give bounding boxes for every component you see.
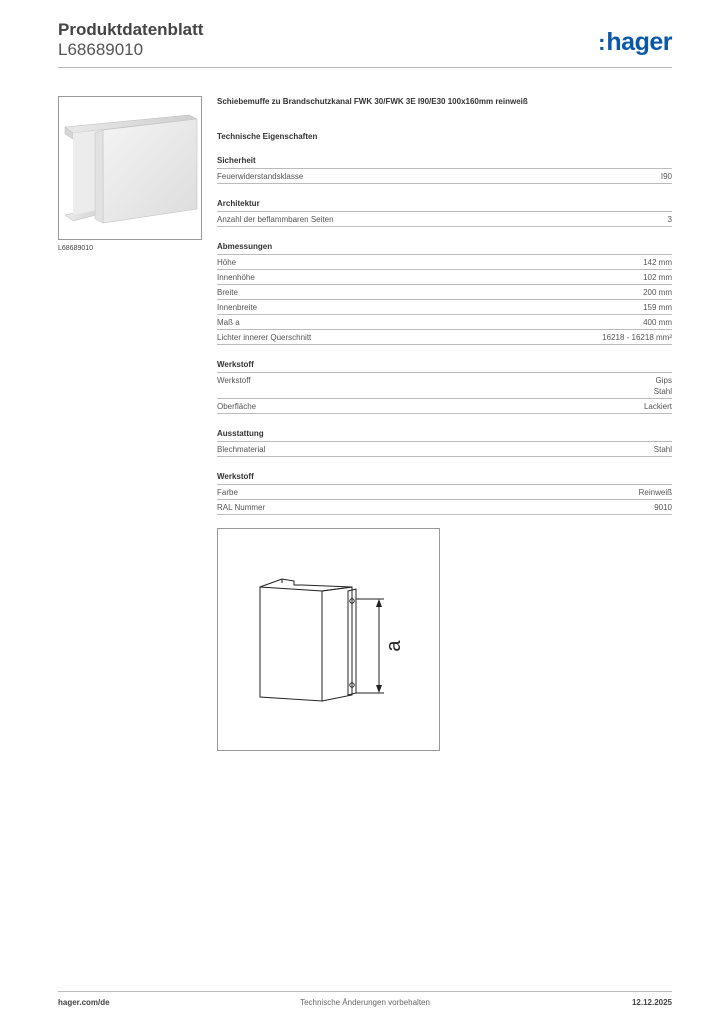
spec-value <box>643 302 672 313</box>
spec-value <box>644 401 672 412</box>
spec-row <box>217 373 672 399</box>
spec-section <box>217 155 672 184</box>
spec-row <box>217 255 672 270</box>
product-photo-image <box>59 97 202 240</box>
spec-value <box>654 444 672 455</box>
spec-value <box>643 287 672 298</box>
photo-caption: L68689010 <box>58 245 94 252</box>
spec-value <box>643 257 672 268</box>
spec-row <box>217 399 672 414</box>
spec-value-line: 16218 - 16218 mm² <box>602 333 672 342</box>
product-description: Schiebemuffe zu Brandschutzkanal FWK 30/FWK 3E I90/E30 100x160mm reinweiß <box>217 97 528 106</box>
spec-value <box>643 317 672 328</box>
article-number: L68689010 <box>58 40 144 59</box>
spec-label: Lichter innerer Querschnitt <box>217 333 312 342</box>
footer-website[interactable]: hager.com/de <box>58 998 110 1007</box>
spec-row <box>217 330 672 345</box>
spec-value-line: Lackiert <box>643 402 672 411</box>
logo-text: hager <box>606 28 672 56</box>
spec-sections <box>217 155 672 515</box>
spec-label: Oberfläche <box>217 402 257 411</box>
spec-value-line: 102 mm <box>643 273 672 282</box>
spec-value <box>654 502 672 513</box>
section-title: Architektur <box>217 198 672 212</box>
spec-value <box>643 272 672 283</box>
spec-value-line: Gips <box>655 376 672 385</box>
spec-row <box>217 285 672 300</box>
spec-row <box>217 500 672 515</box>
tech-heading: Technische Eigenschaften <box>217 132 318 141</box>
footer-disclaimer: Technische Änderungen vorbehalten <box>300 998 430 1007</box>
spec-row <box>217 300 672 315</box>
spec-label: Höhe <box>217 258 237 267</box>
spec-value-line: 3 <box>667 215 672 224</box>
page-footer <box>58 991 672 1007</box>
spec-content <box>217 96 672 544</box>
spec-value-line: Stahl <box>653 445 672 454</box>
spec-label: Breite <box>217 288 238 297</box>
product-photo <box>58 96 202 240</box>
spec-value-line: Reinweiß <box>638 488 672 497</box>
spec-section <box>217 198 672 227</box>
section-title: Ausstattung <box>217 428 672 442</box>
technical-drawing-image <box>218 529 441 752</box>
spec-section <box>217 428 672 457</box>
spec-value-line: 200 mm <box>643 288 672 297</box>
page-title: Produktdatenblatt <box>58 20 204 39</box>
spec-label: Werkstoff <box>217 376 251 385</box>
spec-label: Feuerwiderstandsklasse <box>217 172 304 181</box>
spec-label: Innenhöhe <box>217 273 255 282</box>
technical-drawing <box>217 528 440 751</box>
spec-section <box>217 241 672 345</box>
page-header <box>58 20 672 68</box>
section-title: Werkstoff <box>217 471 672 485</box>
section-title: Werkstoff <box>217 359 672 373</box>
spec-value <box>661 171 672 182</box>
spec-value <box>639 487 672 498</box>
spec-value-line: I90 <box>660 172 672 181</box>
spec-label: Innenbreite <box>217 303 258 312</box>
spec-row <box>217 442 672 457</box>
spec-value <box>654 375 672 397</box>
spec-value-line: Stahl <box>653 387 672 396</box>
footer-date: 12.12.2025 <box>631 998 672 1007</box>
spec-section <box>217 471 672 515</box>
spec-value-line: 142 mm <box>643 258 672 267</box>
spec-row <box>217 270 672 285</box>
spec-value-line: 400 mm <box>643 318 672 327</box>
spec-value-line: 159 mm <box>643 303 672 312</box>
section-title: Sicherheit <box>217 155 672 169</box>
spec-row <box>217 212 672 227</box>
spec-row <box>217 315 672 330</box>
spec-row <box>217 485 672 500</box>
spec-label: RAL Nummer <box>217 503 266 512</box>
dimension-label: a <box>383 640 405 652</box>
spec-label: Anzahl der beflammbaren Seiten <box>217 215 334 224</box>
spec-label: Farbe <box>217 488 238 497</box>
spec-section <box>217 359 672 414</box>
section-title: Abmessungen <box>217 241 672 255</box>
spec-label: Maß a <box>217 318 240 327</box>
hager-logo: :hager <box>598 28 672 56</box>
spec-value-line: 9010 <box>654 503 672 512</box>
spec-row <box>217 169 672 184</box>
spec-label: Blechmaterial <box>217 445 266 454</box>
spec-value <box>668 214 672 225</box>
spec-value <box>602 332 672 343</box>
